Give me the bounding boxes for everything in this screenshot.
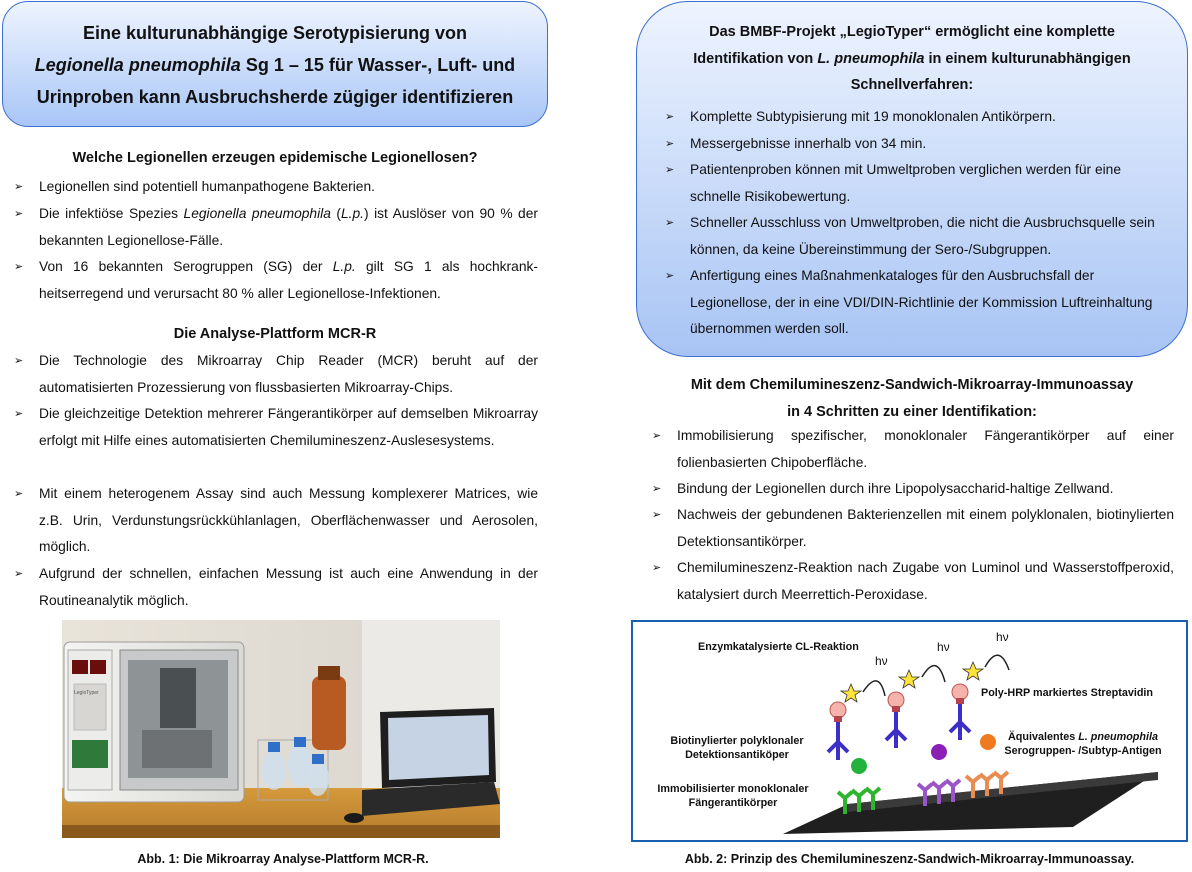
label-hrp: Poly-HRP markiertes Streptavidin: [981, 687, 1154, 699]
device-label: LegioTyper: [74, 690, 99, 696]
bullet-arrow-icon: ➢: [652, 483, 662, 495]
list-item: ➢ Anfertigung eines Maßnahmenkataloges für den Ausbruchsfall der Legionellose, der in eine VDI/DIN-Richtlinie der Kommission Luftreinhaltung übernommen werden soll.: [663, 263, 1163, 343]
list-item: ➢ Legionellen sind potentiell humanpathogene Bakterien.: [12, 174, 538, 201]
hv-label: hν: [875, 654, 888, 668]
hv-label: hν: [996, 630, 1009, 644]
project-box: [636, 1, 1188, 357]
bullet-arrow-icon: ➢: [14, 181, 24, 193]
figure1-caption: Abb. 1: Die Mikroarray Analyse-Plattform MCR-R.: [137, 852, 429, 866]
list-item: ➢ Mit einem heterogenem Assay sind auch Messung komplexerer Matrices, wie z.B. Urin, Verdunstungsrückkühlanlagen, Oberflächenwasser und Aerosolen, möglich.: [12, 481, 538, 561]
bullet-arrow-icon: ➢: [14, 568, 24, 580]
bullet-arrow-icon: ➢: [14, 408, 24, 420]
bullet-arrow-icon: ➢: [14, 208, 24, 220]
title-line-3: Urinproben kann Ausbruchsherde zügiger identifizieren: [36, 87, 514, 107]
bullet-arrow-icon: ➢: [652, 430, 662, 442]
list-item: ➢ Die gleichzeitige Detektion mehrerer Fängerantikörper auf demselben Mikroarray erfolgt mit Hilfe eines automatisierten Chemilumineszenz-Auslesesystems.: [12, 401, 538, 454]
title-line-1: Eine kulturunabhängige Serotypisierung von: [82, 23, 468, 43]
bullet-arrow-icon: ➢: [652, 562, 662, 574]
list-item: ➢ Patientenproben können mit Umweltproben verglichen werden für eine schnelle Risikobewertung.: [663, 157, 1163, 210]
title-line-2: Legionella pneumophila Sg 1 – 15 für Wasser-, Luft- und: [34, 55, 516, 75]
section1-heading: Welche Legionellen erzeugen epidemische Legionellosen?: [72, 150, 478, 166]
list-item: ➢ Nachweis der gebundenen Bakterienzellen mit einem polyklonalen, biotinylierten Detektionsantikörper.: [650, 502, 1174, 555]
title-box: [2, 1, 548, 127]
mcr-r-photo: [62, 620, 500, 838]
bullet-arrow-icon: ➢: [665, 138, 675, 150]
label-antigen: Äquivalentes L. pneumophila Serogruppen- /Subtyp-Antigen: [1004, 731, 1162, 757]
section3-heading: Mit dem Chemilumineszenz-Sandwich-Mikroarray-Immunoassay in 4 Schritten zu einer Identifikation:: [690, 377, 1134, 420]
label-capture-antibody: Immobilisierter monoklonaler Fängerantikörper: [657, 783, 809, 809]
hv-label: hν: [937, 640, 950, 654]
label-detection-antibody: Biotinylierter polyklonaler Detektionsantiköper: [670, 735, 804, 761]
bullet-arrow-icon: ➢: [652, 509, 662, 521]
list-item: ➢ Von 16 bekannten Serogruppen (SG) der L.p. gilt SG 1 als hochkrank-heitserregend und verursacht 80 % aller Legionellose-Infektionen.: [12, 254, 538, 307]
project-heading: Das BMBF-Projekt „LegioTyper“ ermöglicht eine komplette Identifikation von L. pneumophila in einem kulturunabhängigen Schnellverfahren:: [693, 24, 1131, 93]
list-item: ➢ Immobilisierung spezifischer, monoklonaler Fängerantikörper auf einer folienbasierten Chipoberfläche.: [650, 423, 1174, 476]
section2-heading: Die Analyse-Plattform MCR-R: [173, 326, 377, 342]
bullet-arrow-icon: ➢: [665, 164, 675, 176]
list-item: ➢ Schneller Ausschluss von Umweltproben, die nicht die Ausbruchsquelle sein können, da keine Übereinstimmung der Sero-/Subgruppen.: [663, 210, 1163, 263]
label-cl-reaction: Enzymkatalysierte CL-Reaktion: [698, 641, 859, 653]
list-item: ➢ Bindung der Legionellen durch ihre Lipopolysaccharid-haltige Zellwand.: [650, 476, 1174, 503]
bullet-arrow-icon: ➢: [665, 217, 675, 229]
list-item: ➢ Chemilumineszenz-Reaktion nach Zugabe von Luminol und Wasserstoffperoxid, katalysiert durch Meerrettich-Peroxidase.: [650, 555, 1174, 608]
list-item: ➢ Komplette Subtypisierung mit 19 monoklonalen Antikörpern.: [663, 104, 1163, 131]
bullet-arrow-icon: ➢: [665, 111, 675, 123]
bullet-arrow-icon: ➢: [14, 488, 24, 500]
bullet-arrow-icon: ➢: [14, 261, 24, 273]
list-item: ➢ Die Technologie des Mikroarray Chip Reader (MCR) beruht auf der automatisierten Prozessierung von flussbasierten Mikroarray-Chips.: [12, 348, 538, 401]
immunoassay-diagram: [631, 620, 1188, 842]
list-item: ➢ Messergebnisse innerhalb von 34 min.: [663, 131, 1163, 158]
list-item: ➢ Aufgrund der schnellen, einfachen Messung ist auch eine Anwendung in der Routineanalytik möglich.: [12, 561, 538, 614]
bullet-arrow-icon: ➢: [665, 270, 675, 282]
figure2-caption: Abb. 2: Prinzip des Chemilumineszenz-Sandwich-Mikroarray-Immunoassay.: [684, 852, 1135, 866]
bullet-arrow-icon: ➢: [14, 355, 24, 367]
list-item: ➢ Die infektiöse Spezies Legionella pneumophila (L.p.) ist Auslöser von 90 % der bekannten Legionellose-Fälle.: [12, 201, 538, 254]
